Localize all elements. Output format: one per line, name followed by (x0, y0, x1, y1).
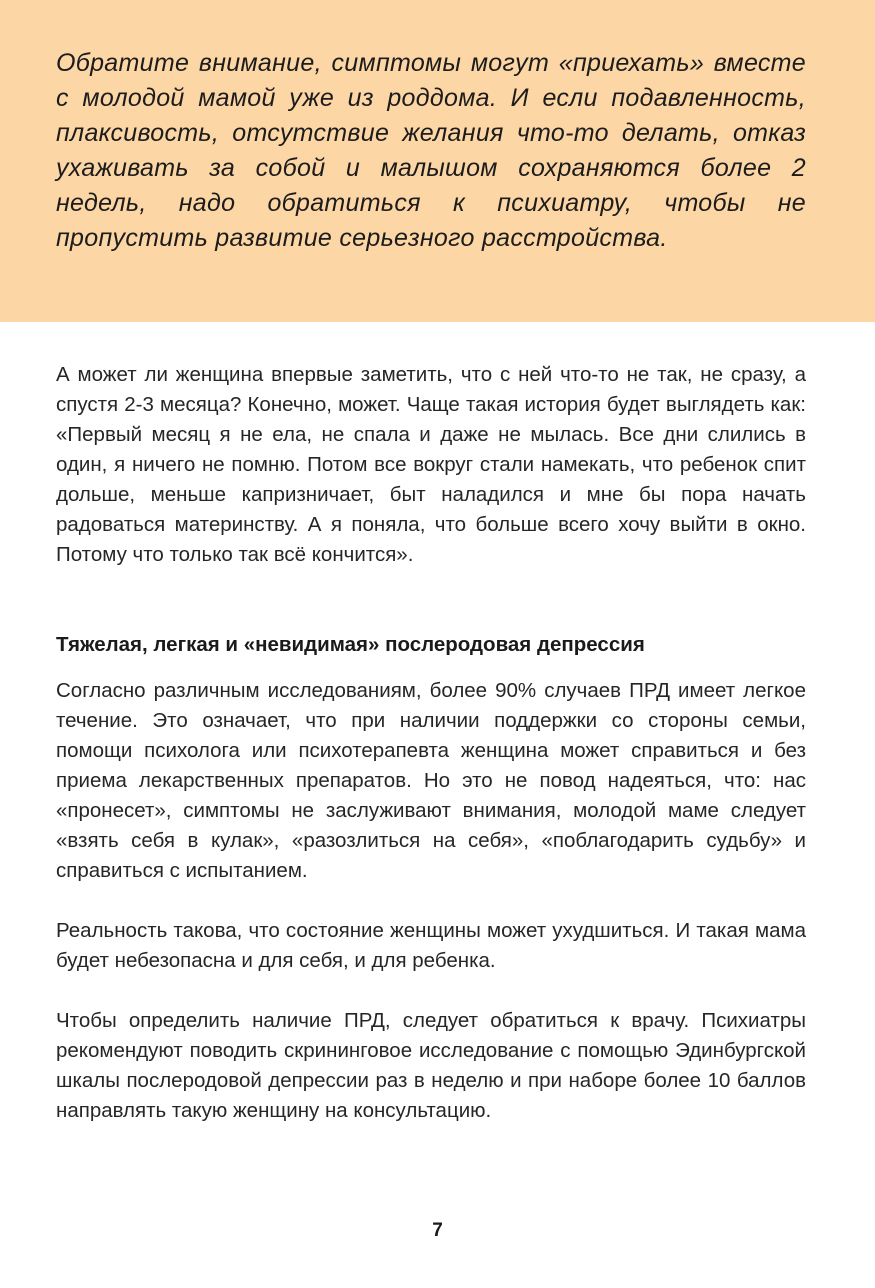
page-number: 7 (432, 1220, 443, 1241)
section-heading: Тяжелая, легкая и «невидимая» послеродовая депрессия (56, 633, 645, 656)
intro-paragraph: А может ли женщина впервые заметить, что с ней что-то не так, не сразу, а спустя 2-3 месяца? Конечно, может. Чаще такая история будет выглядеть как: «Первый месяц я не ела, не спала и даже не мылась. Все дни слились в один, я ничего не помню. Потом все вокруг стали намекать, что ребенок спит дольше, меньше капризничает, быт наладился и мне бы пора начать радоваться материнству. А я поняла, что больше всего хочу выйти в окно. Потому что только так всё кончится». (56, 363, 806, 566)
body-paragraph-3: Чтобы определить наличие ПРД, следует обратиться к врачу. Психиатры рекомендуют поводить скрининговое исследование с помощью Эдинбургской шкалы послеродовой депрессии раз в неделю и при наборе более 10 баллов направлять такую женщину на консультацию. (56, 1009, 806, 1122)
main-content (56, 360, 806, 1126)
body-paragraph-2: Реальность такова, что состояние женщины может ухудшиться. И такая мама будет небезопасна и для себя, и для ребенка. (56, 919, 806, 972)
callout-box (0, 0, 875, 322)
callout-text: Обратите внимание, симптомы могут «приехать» вместе с молодой мамой уже из роддома. И если подавленность, плаксивость, отсутствие желания что-то делать, отказ ухаживать за собой и малышом сохраняются более 2 недель, надо обратиться к психиатру, чтобы не пропустить развитие серьезного расстройства. (56, 49, 806, 252)
body-paragraph-1: Согласно различным исследованиям, более 90% случаев ПРД имеет легкое течение. Это означает, что при наличии поддержки со стороны семьи, помощи психолога или психотерапевта женщина может справиться и без приема лекарственных препаратов. Но это не повод надеяться, что: нас «пронесет», симптомы не заслуживают внимания, молодой маме следует «взять себя в кулак», «разозлиться на себя», «поблагодарить судьбу» и справиться с испытанием. (56, 679, 806, 882)
